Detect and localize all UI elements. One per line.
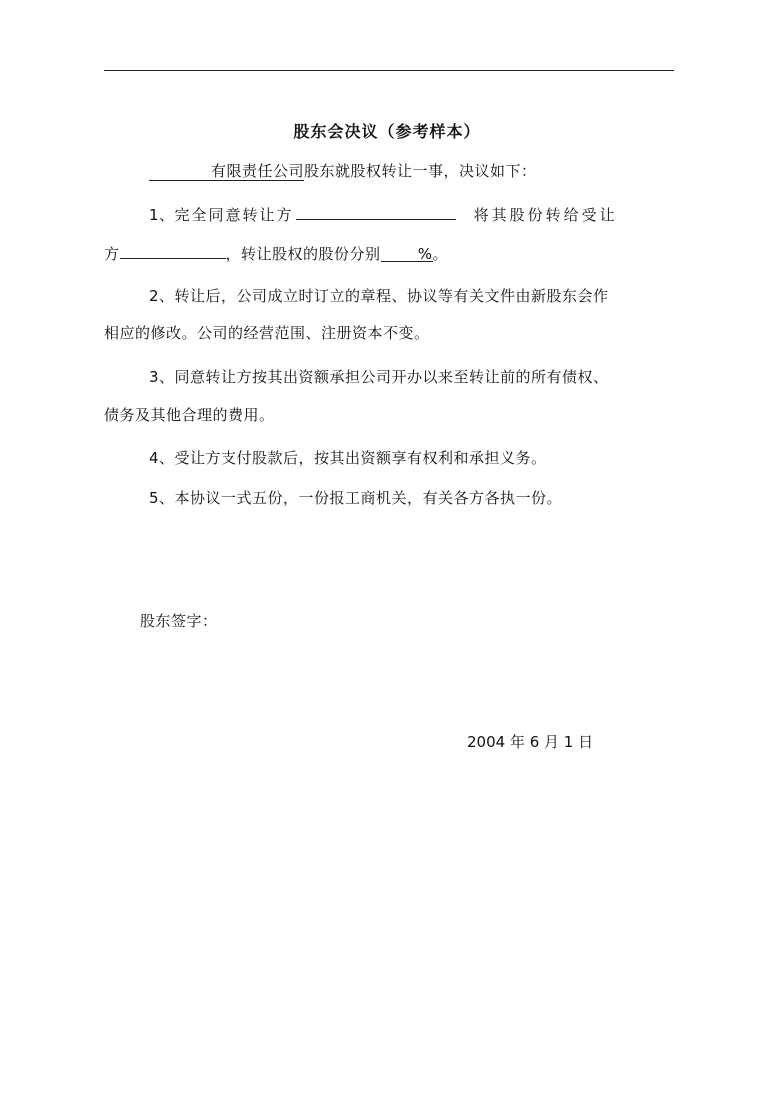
item-1-text-b: 将其股份转给受让 (473, 206, 618, 224)
item-1-text-a: 完全同意转让方 (174, 206, 294, 224)
signature-label: 股东签字： (140, 612, 218, 630)
item-2-line-2: 相应的修改。公司的经营范围、注册资本不变。 (104, 324, 430, 342)
item-1-line-1 (149, 202, 618, 225)
transferor-blank (296, 202, 456, 220)
item-2-line-1: 2、转让后，公司成立时订立的章程、协议等有关文件由新股东会作 (149, 287, 609, 305)
intro-text: 股东就股权转让一事，决议如下： (304, 162, 537, 180)
document-date: 2004 年 6 月 1 日 (467, 733, 594, 751)
item-1-text-c: 方 (104, 245, 120, 263)
percent-blank (381, 244, 433, 262)
item-1-line-2 (104, 241, 448, 264)
item-1-end: 。 (432, 245, 449, 263)
item-3-line-1: 3、同意转让方按其出资额承担公司开办以来至转让前的所有债权、 (149, 368, 609, 386)
item-3-line-2: 债务及其他合理的费用。 (104, 406, 275, 424)
company-name-blank: 有限责任公司 (149, 162, 304, 181)
item-5: 5、本协议一式五份，一份报工商机关，有关各方各执一份。 (149, 489, 563, 507)
item-1-number: 1、 (149, 206, 175, 224)
header-rule (104, 70, 674, 71)
item-4: 4、受让方支付股款后，按其出资额享有权利和承担义务。 (149, 449, 547, 467)
document-title: 股东会决议（参考样本） (293, 122, 481, 141)
transferee-blank (120, 241, 226, 259)
item-1-text-d: ，转让股权的股份分别 (225, 245, 381, 263)
intro-line (149, 161, 537, 181)
percent-sign: % (417, 245, 433, 263)
